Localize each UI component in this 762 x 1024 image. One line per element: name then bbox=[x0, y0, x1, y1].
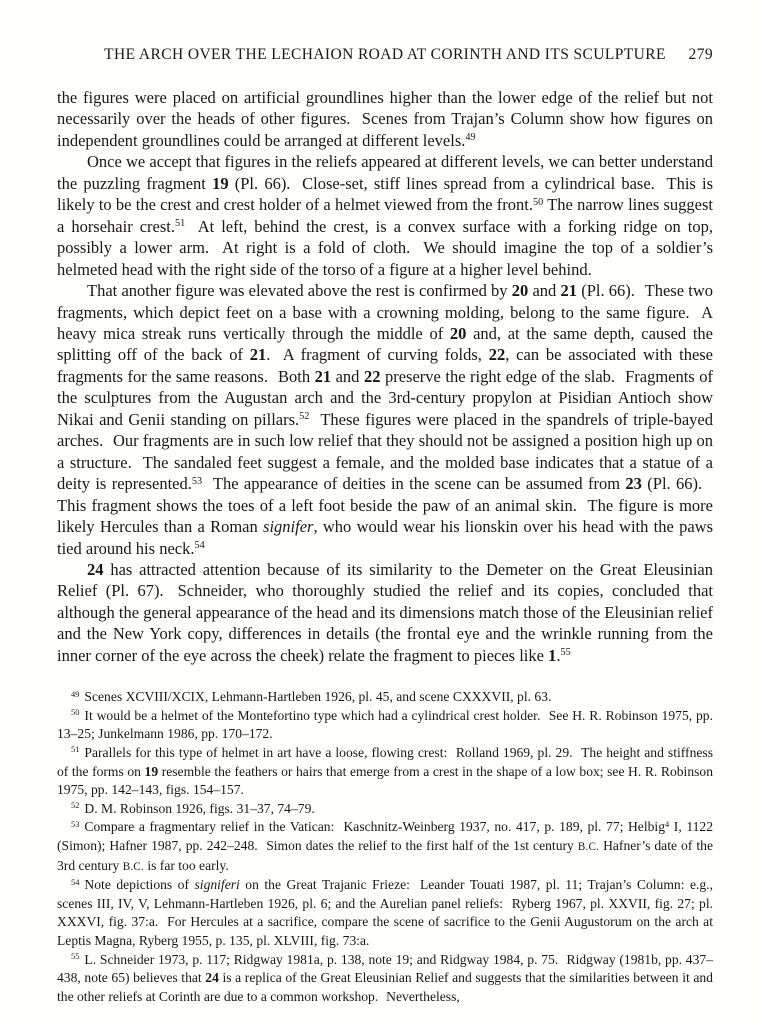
text-run: Scenes XCVIII/XCIX, Lehmann-Hartleben 1926, pl. 45, and scene CXXXVII, pl. 63. bbox=[84, 689, 552, 705]
text-run: on the Great Trajanic Frieze: Leander Touati 1987, pl. 11; Trajan’s Column: e.g., scenes III, IV, V, Lehmann-Hartleben 1926, pl. 6; and the Aurelian panel reliefs: Ryberg 1967, pl. XXVII, fig. 27; pl. XXXVI, fig. 37:a. For Hercules at a sacrifice, compare the scene of sacrifice to the Genii Augustorum on the arch at Leptis Magna, Ryberg 1955, p. 135, pl. XLVIII, fig. 73:a. bbox=[57, 877, 713, 948]
footnote bbox=[57, 951, 713, 1007]
text-run: Hafner’s date of the 3rd century bbox=[57, 837, 713, 873]
text-run: 52 bbox=[299, 411, 310, 423]
text-run: B.C. bbox=[577, 840, 600, 853]
footnote bbox=[57, 800, 713, 819]
body-paragraphs bbox=[57, 87, 713, 666]
footnote-number: 55 bbox=[71, 950, 80, 961]
text-run: It would be a helmet of the Montefortino type which had a cylindrical crest holder. See H. R. Robinson 1975, pp. 13–25; Junkelmann 1986, pp. 170–172. bbox=[57, 707, 713, 742]
footnotes bbox=[57, 688, 713, 1006]
text-run: , who would wear his lionskin over his head with the paws tied around his neck. bbox=[57, 517, 714, 558]
page-header-title: THE ARCH OVER THE LECHAION ROAD AT CORINTH AND ITS SCULPTURE bbox=[104, 46, 666, 63]
text-run: Once we accept that figures in the reliefs appeared at different levels, we can better understand the puzzling fragment bbox=[57, 152, 713, 193]
text-run: 4 bbox=[665, 818, 670, 829]
text-run: the figures were placed on artificial groundlines higher than the lower edge of the relief but not necessarily over the heads of other figures. Scenes from Trajan’s Column show how figures on independent groundlines could be arranged at different levels. bbox=[57, 88, 713, 150]
footnote bbox=[57, 688, 713, 707]
text-run: 21 bbox=[560, 281, 577, 301]
text-run: preserve the right edge of the slab. Fragments of the sculptures from the Augustan arch and the 3rd-century propylon at Pisidian Antioch show Nikai and Genii standing on pillars. bbox=[57, 366, 713, 429]
text-run: resemble the feathers or hairs that emerge from a crest in the shape of a low box; see H. R. Robinson 1975, pp. 142–143, figs. 154–157. bbox=[57, 763, 713, 798]
text-run: The narrow lines suggest a horsehair crest. bbox=[57, 195, 713, 236]
footnote bbox=[57, 818, 713, 876]
text-run: 54 bbox=[194, 539, 205, 551]
text-run: . bbox=[556, 645, 561, 665]
text-run: 21 bbox=[249, 345, 267, 365]
text-run: and bbox=[331, 366, 364, 386]
text-run: Note depictions of bbox=[84, 877, 195, 893]
text-run: (Pl. 66). This fragment shows the toes of a left foot beside the paw of an animal skin. The figure is more likely Hercules than a Roman bbox=[57, 474, 713, 537]
text-run: 22 bbox=[488, 345, 506, 365]
text-run: 49 bbox=[465, 132, 476, 144]
text-run: has attracted attention because of its similarity to the Demeter on the Great Eleusinian Relief (Pl. 67). Schneider, who thoroughly studied the relief and its copies, concluded that although the general appearance of the head and its dimensions match those of the Eleusinian relief and the New York copy, differences in details (the frontal eye and the wrinkle running from the inner corner of the eye across the cheek) relate the fragment to pieces like bbox=[57, 559, 713, 665]
text-run: 53 bbox=[191, 475, 203, 487]
text-run: These figures were placed in the spandrels of triple-bayed arches. Our fragments are in such low relief that they should not be assigned a position high up on a structure. The sandaled feet suggest a female, and the molded base indicates that a statue of a deity is represented. bbox=[57, 409, 713, 494]
text-run: At left, behind the crest, is a convex surface with a forking ridge on top, possibly a lower arm. At right is a fold of cloth. We should imagine the top of a soldier’s helmeted head with the right side of the torso of a figure at a higher level behind. bbox=[57, 216, 713, 279]
footnote-number: 51 bbox=[71, 744, 80, 755]
text-run: 24 bbox=[87, 559, 104, 579]
footnote-number: 49 bbox=[71, 688, 80, 699]
page-number: 279 bbox=[688, 46, 713, 63]
text-run: 19 bbox=[212, 173, 229, 193]
text-run: 22 bbox=[363, 366, 381, 386]
footnote-number: 50 bbox=[71, 707, 80, 718]
text-block bbox=[57, 46, 713, 1006]
text-run: B.C. bbox=[122, 860, 144, 873]
text-run: is a replica of the Great Eleusinian Relief and suggests that the similarities between it and the other reliefs at Corinth are due to a common workshop. Nevertheless, bbox=[57, 970, 713, 1004]
paragraph bbox=[57, 280, 713, 559]
text-run: 20 bbox=[511, 281, 529, 301]
text-run: Compare a fragmentary relief in the Vatican: Kaschnitz-Weinberg 1937, no. 417, p. 189, pl. 77; Helbig bbox=[84, 819, 665, 835]
footnote bbox=[57, 707, 713, 744]
text-run: 24 bbox=[205, 970, 219, 986]
text-run: That another figure was elevated above the rest is confirmed by bbox=[87, 281, 512, 301]
footnote bbox=[57, 744, 713, 800]
footnote-number: 52 bbox=[71, 800, 80, 811]
text-run: 50 bbox=[533, 196, 544, 208]
footnote bbox=[57, 876, 713, 950]
text-run: L. Schneider 1973, p. 117; Ridgway 1981a, p. 138, note 19; and Ridgway 1984, p. 75. Ridgway (1981b, pp. 437–438, note 65) believes that bbox=[57, 951, 713, 986]
text-run: (Pl. 66). These two fragments, which depict feet on a base with a crowning molding, belong to the same figure. A heavy mica streak runs vertically through the middle of bbox=[57, 281, 713, 343]
text-run: and bbox=[528, 281, 561, 301]
footnote-number: 53 bbox=[71, 818, 80, 829]
text-run: signifer bbox=[263, 517, 314, 537]
text-run: 21 bbox=[314, 366, 332, 386]
text-run: 23 bbox=[625, 474, 642, 494]
text-run: 1 bbox=[548, 645, 557, 665]
running-head bbox=[57, 46, 713, 64]
paragraph bbox=[57, 87, 713, 151]
paragraph bbox=[57, 151, 713, 280]
text-run: , can be associated with these fragments for the same reasons. Both bbox=[57, 345, 714, 386]
text-run: is far too early. bbox=[143, 857, 229, 873]
text-run: The appearance of deities in the scene can be assumed from bbox=[202, 474, 626, 494]
text-run: I, 1122 (Simon); Hafner 1987, pp. 242–248. Simon dates the relief to the first half of the 1st century bbox=[57, 819, 713, 853]
text-run: 51 bbox=[174, 218, 186, 230]
paragraph bbox=[57, 559, 713, 666]
text-run: (Pl. 66). Close-set, stiff lines spread from a cylindrical base. This is likely to be the crest and crest holder of a helmet viewed from the front. bbox=[57, 173, 714, 215]
text-run: 55 bbox=[560, 647, 571, 659]
text-run: signiferi bbox=[194, 877, 240, 893]
text-run: . A fragment of curving folds, bbox=[266, 345, 489, 365]
footnote-number: 54 bbox=[71, 876, 80, 887]
text-run: Parallels for this type of helmet in art have a loose, flowing crest: Rolland 1969, pl. 29. The height and stiffness of the forms on bbox=[57, 745, 713, 779]
text-run: 19 bbox=[144, 763, 159, 779]
text-run: 20 bbox=[449, 323, 467, 343]
text-run: and, at the same depth, caused the splitting off of the back of bbox=[57, 323, 713, 365]
text-run: D. M. Robinson 1926, figs. 31–37, 74–79. bbox=[84, 800, 315, 816]
